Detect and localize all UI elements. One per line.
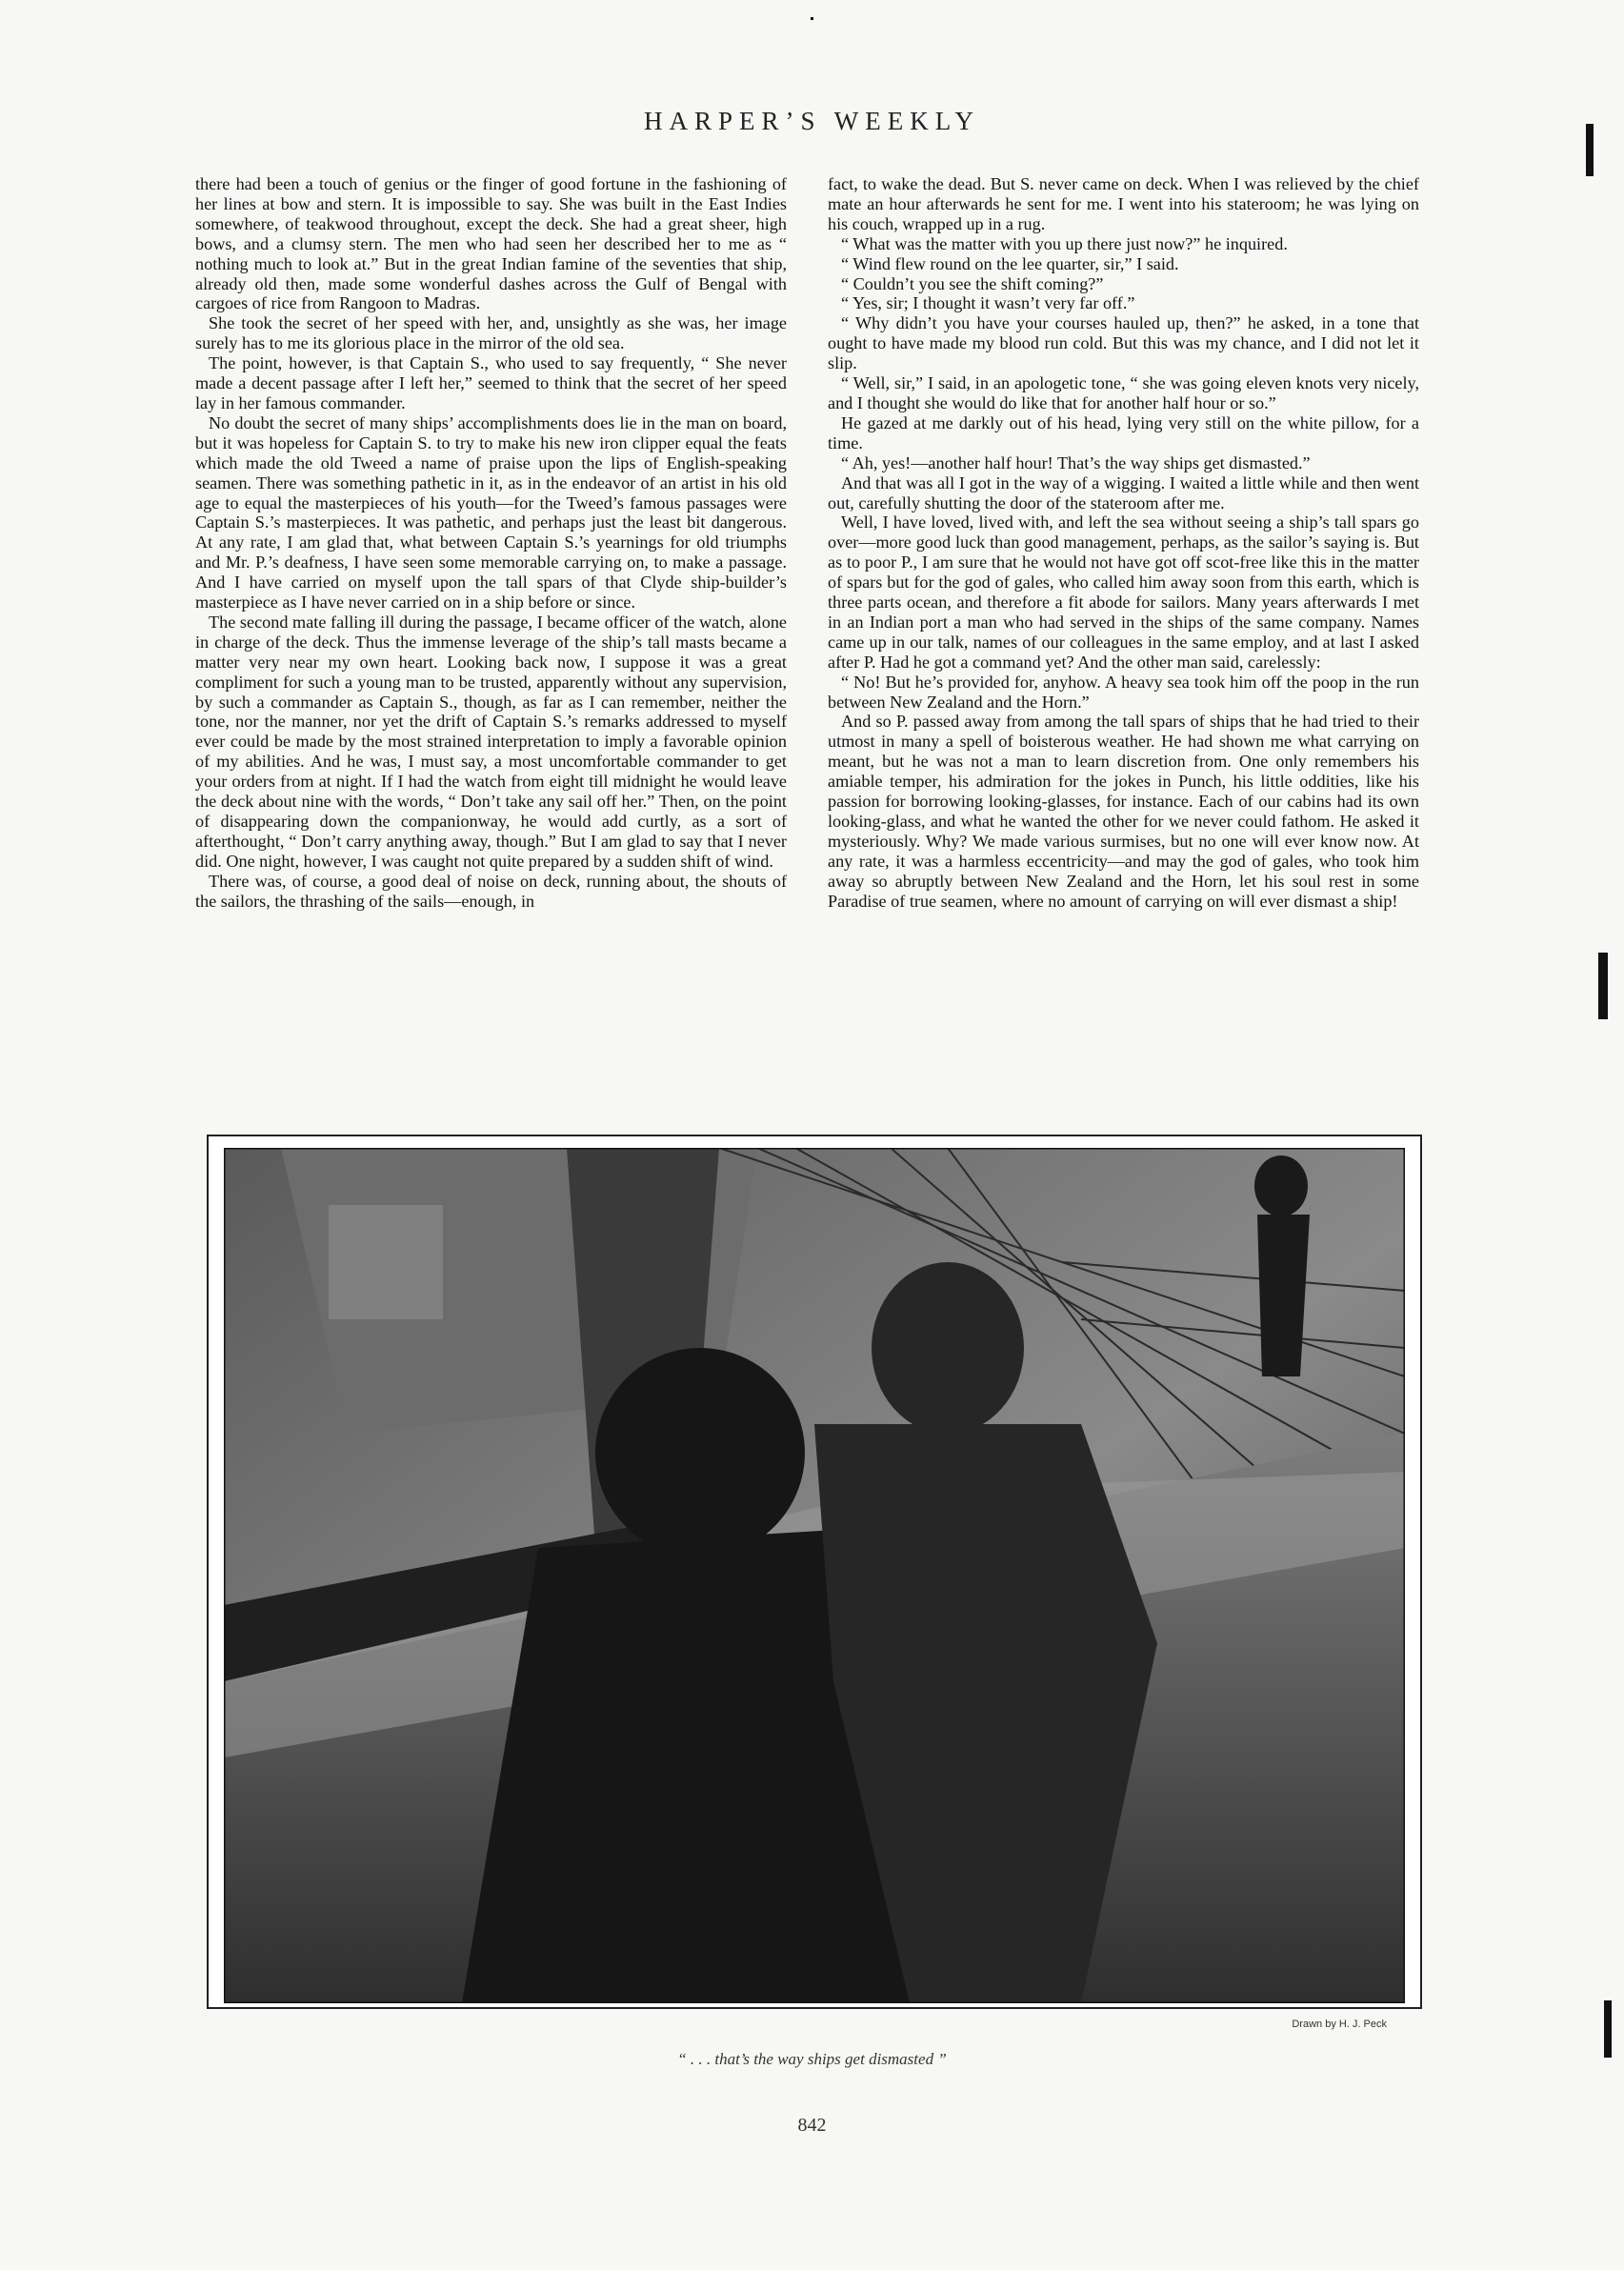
paragraph: She took the secret of her speed with her, and, unsightly as she was, her image surely has to me its glorious place in the mirror of the old sea. (195, 313, 787, 353)
scan-dot (811, 17, 813, 20)
paragraph: The second mate falling ill during the passage, I became officer of the watch, alone in charge of the deck. Thus the immense leverage of the ship’s tall masts became a matter very near my own heart. Looking back now, I suppose it was a great compliment for such a young man to be trusted, apparently without any supervision, by such a commander as Captain S., though, as far as I can remember, neither the tone, nor the manner, nor yet the drift of Captain S.’s remarks addressed to myself ever could be made by the most strained interpretation to imply a favorable opinion of my abilities. And he was, I must say, a most uncomfortable commander to get your orders from at night. If I had the watch from eight till midnight he would leave the deck about nine with the words, “ Don’t take any sail off her.” Then, on the point of disappearing down the companionway, he would add curtly, as a sort of afterthought, “ Don’t carry anything away, though.” But I am glad to say that I never did. One night, however, I was caught not quite prepared by a sudden shift of wind. (195, 612, 787, 871)
illustration-caption: “ . . . that’s the way ships get dismasted ” (677, 2050, 947, 2068)
paragraph: Well, I have loved, lived with, and left the sea without seeing a ship’s tall spars go over—more good luck than good management, perhaps, as the sailor’s saying is. But as to poor P., I am sure that he would not have got off scot-free like this in the matter of spars but for the god of gales, who called him away soon from this earth, which is three parts ocean, and therefore a fit abode for sailors. Many years afterwards I met in an Indian port a man who had served in the ships of the same company. Names came up in our talk, names of our colleagues in the same employ, and at last I asked after P. Had he got a command yet? And the other man said, carelessly: (828, 512, 1419, 672)
paragraph: “ Ah, yes!—another half hour! That’s the way ships get dismasted.” (841, 452, 1311, 472)
paragraph: “ Couldn’t you see the shift coming?” (841, 273, 1104, 293)
scan-edge-mark (1586, 124, 1594, 176)
paragraph: fact, to wake the dead. But S. never came on deck. When I was relieved by the chief mate an hour afterwards he sent for me. I went into his stateroom; he was lying on his couch, wrapped up in a rug. (828, 174, 1419, 233)
paragraph: No doubt the secret of many ships’ accomplishments does lie in the man on board, but it was hopeless for Captain S. to try to make his new iron clipper equal the feats which made the old Tweed a name of praise upon the lips of English-speaking seamen. There was something pathetic in it, as in the endeavor of an artist in his old age to equal the masterpieces of his youth—for the Tweed’s famous passages were Captain S.’s masterpieces. It was pathetic, and perhaps just the least bit dangerous. At any rate, I am glad that, what between Captain S.’s yearnings for old triumphs and Mr. P.’s deafness, I have seen some memorable carrying on, to make a passage. And I have carried on myself upon the tall spars of that Clyde ship-builder’s masterpiece as I have never carried on in a ship before or since. (195, 412, 787, 613)
paragraph: “ Well, sir,” I said, in an apologetic tone, “ she was going eleven knots very nicely, and I thought she would do like that for another half hour or so.” (828, 373, 1419, 412)
sail-patch (329, 1205, 443, 1319)
scan-edge-mark (1604, 2000, 1612, 2058)
masthead: HARPER’S WEEKLY (643, 107, 981, 135)
paragraph: “ Why didn’t you have your courses hauled up, then?” he asked, in a tone that ought to have made my blood run cold. But this was my chance, and I did not let it slip. (828, 313, 1419, 373)
paragraph: He gazed at me darkly out of his head, lying very still on the white pillow, for a time. (828, 412, 1419, 452)
left-column (195, 174, 787, 912)
paragraph: “ Wind flew round on the lee quarter, sir,” I said. (841, 253, 1179, 273)
paragraph: There was, of course, a good deal of noise on deck, running about, the shouts of the sailors, the thrashing of the sails—enough, in (195, 871, 787, 911)
page-number: 842 (797, 2115, 827, 2136)
scan-edge-mark (1598, 953, 1608, 1019)
paragraph: And so P. passed away from among the tall spars of ships that he had tried to their utmost in many a spell of boisterous weather. He had shown me what carrying on meant, but he was not a man to learn discretion from. One only remembers his amiable temper, his admiration for the jokes in Punch, his little oddities, like his passion for borrowing looking-glasses, for instance. Each of our cabins had its own looking-glass, and what he wanted the other for we never could fathom. He asked it mysteriously. Why? We made various surmises, but no one will ever know now. At any rate, it was a harmless eccentricity—and may the god of gales, who took him away so abruptly between New Zealand and the Horn, let his soul rest in some Paradise of true seamen, where no amount of carrying on will ever dismast a ship! (828, 712, 1419, 911)
sailor-figure-aloft (1254, 1155, 1310, 1376)
paragraph: “ No! But he’s provided for, anyhow. A heavy sea took him off the poop in the run between New Zealand and the Horn.” (828, 672, 1419, 712)
paragraph: “ Yes, sir; I thought it wasn’t very far off.” (841, 293, 1135, 313)
right-column (828, 174, 1419, 912)
ship-deck-illustration (224, 1148, 1405, 2003)
paragraph: “ What was the matter with you up there just now?” he inquired. (841, 233, 1288, 253)
illustration-credit: Drawn by H. J. Peck (1292, 2019, 1387, 2030)
paragraph: And that was all I got in the way of a wigging. I waited a little while and then went out, carefully shutting the door of the stateroom after me. (828, 472, 1419, 512)
paragraph: there had been a touch of genius or the finger of good fortune in the fashioning of her lines at bow and stern. It is impossible to say. She was built in the East Indies somewhere, of teakwood throughout, except the deck. She had a great sheer, high bows, and a clumsy stern. The men who had seen her described her to me as “ nothing much to look at.” But in the great Indian famine of the seventies that ship, already old then, made some wonderful dashes across the Gulf of Bengal with cargoes of rice from Rangoon to Madras. (195, 174, 787, 313)
paragraph: The point, however, is that Captain S., who used to say frequently, “ She never made a decent passage after I left her,” seemed to think that the secret of her speed lay in her famous commander. (195, 353, 787, 412)
